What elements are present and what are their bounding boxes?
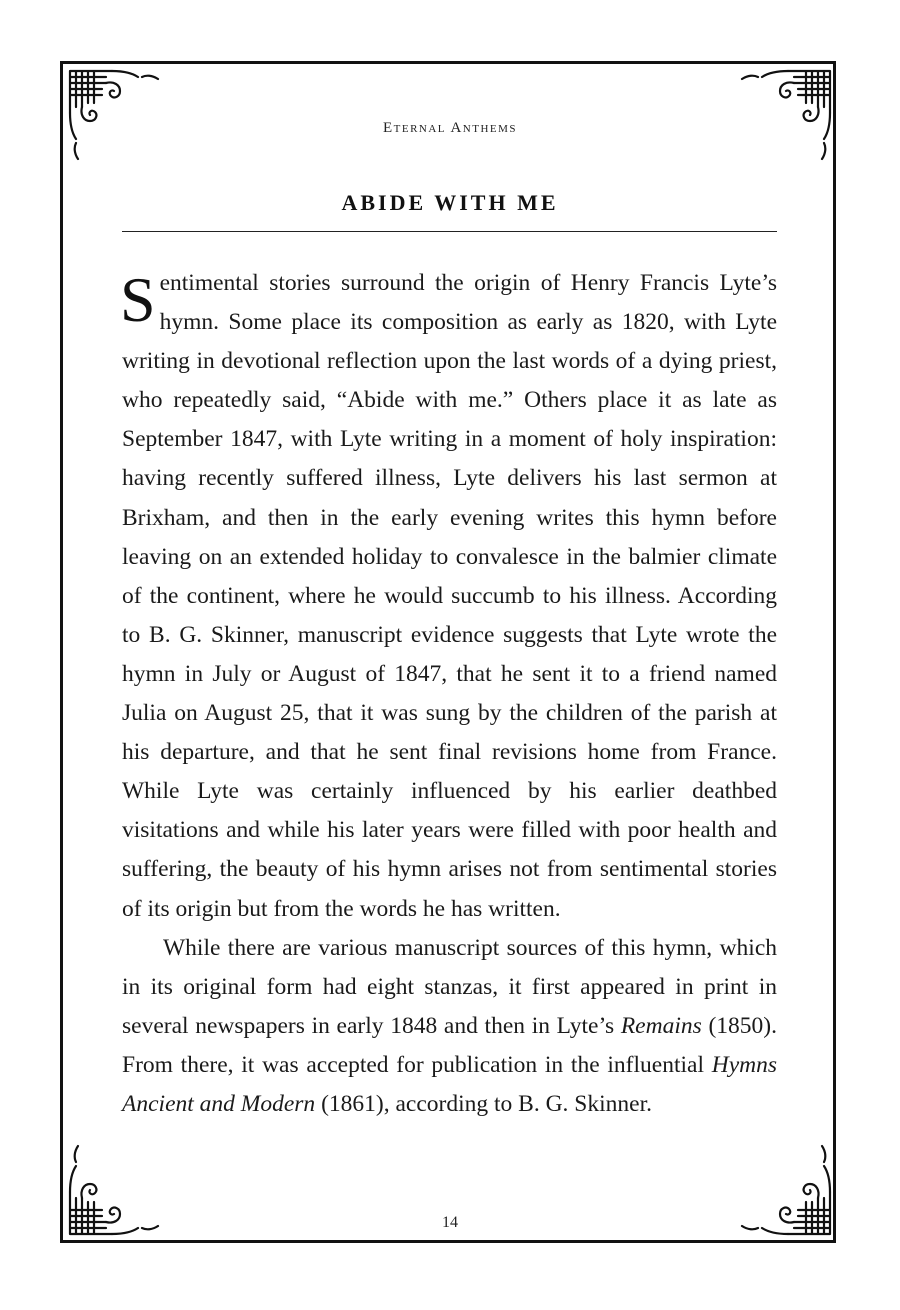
body-text <box>122 264 777 1124</box>
running-head: Eternal Anthems <box>382 120 518 136</box>
paragraph-2-text-a: While there are various manuscript sources of this hymn, which in its original form had eight stanzas, it first appeared in print in several newspapers in early 1848 and then in Lyte’s <box>122 934 777 1039</box>
italic-title-remains: Remains <box>620 1012 702 1039</box>
paragraph-2 <box>122 929 777 1124</box>
corner-ornament-top-left <box>66 67 166 167</box>
italic-title-hymns: Hymns Ancient and Modern <box>122 1051 777 1117</box>
paragraph-1-text: entimental stories surround the origin of Henry Francis Lyte’s hymn. Some place its composition as early as 1820, with Lyte writing in devotional reflection upon the last words of a dying priest, who repeatedly said, “Abide with me.” Others place it as late as September 1847, with Lyte writing in a moment of holy inspiration: having recently suffered illness, Lyte delivers his last sermon at Brixham, and then in the early evening writes this hymn before leaving on an extended holiday to convalesce in the balmier climate of the continent, where he would succumb to his illness. According to B. G. Skinner, manuscript evidence suggests that Lyte wrote the hymn in July or August of 1847, that he sent it to a friend named Julia on August 25, that it was sung by the children of the parish at his departure, and that he sent final revisions home from France. While Lyte was certainly influenced by his earlier deathbed visitations and while his later years were filled with poor health and suffering, the beauty of his hymn arises not from sentimental stories of its origin but from the words he has written. <box>122 270 777 922</box>
corner-ornament-top-right <box>734 67 834 167</box>
chapter-title: ABIDE WITH ME <box>341 190 559 215</box>
title-rule <box>122 231 777 232</box>
paragraph-1 <box>122 264 777 929</box>
page-number: 14 <box>442 1214 458 1231</box>
paragraph-2-text-c: (1861), according to B. G. Skinner. <box>315 1090 652 1117</box>
drop-cap: S <box>120 264 156 335</box>
paragraph-2-text-b: (1850). From there, it was accepted for publication in the influential <box>122 1012 777 1078</box>
